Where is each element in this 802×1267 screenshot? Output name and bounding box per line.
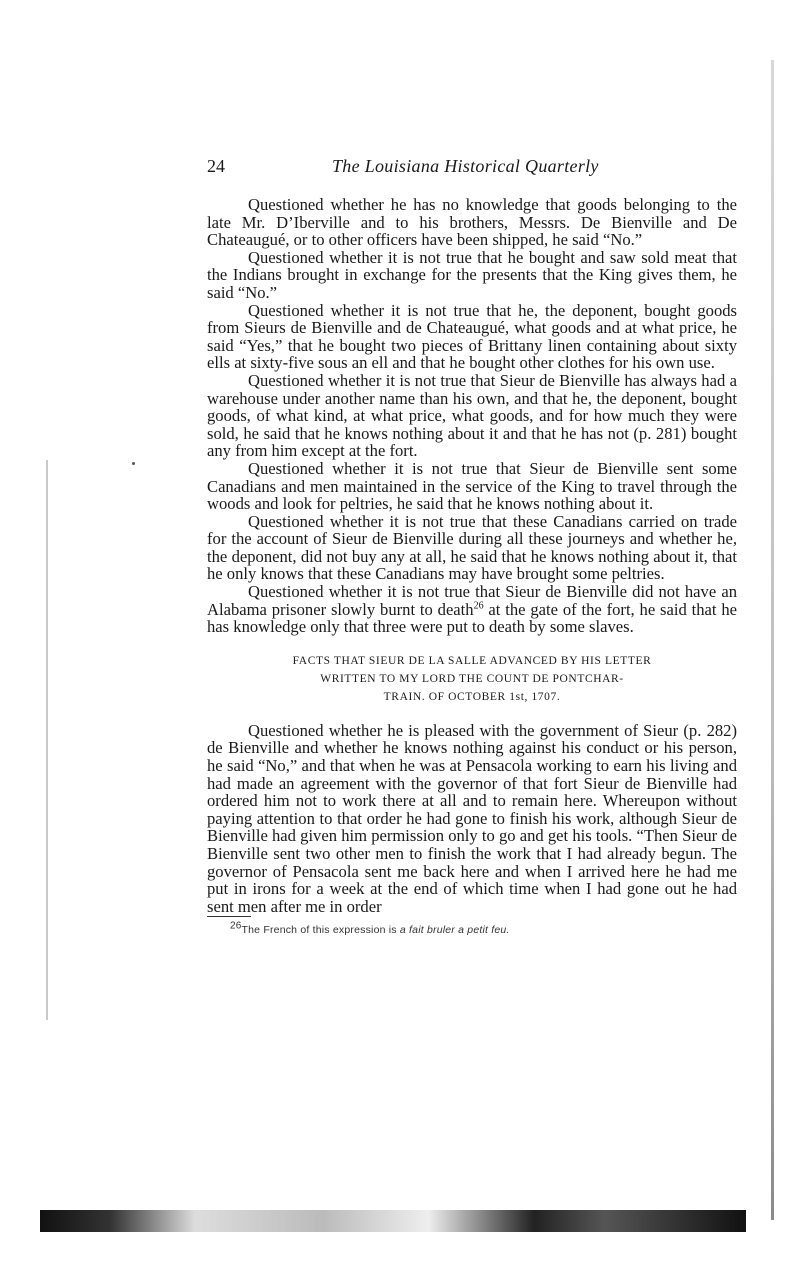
paragraph: Questioned whether it is not true that he, the deponent, bought goods from Sieurs de Bienville and de Chateaugué, what goods and at what price, he said “Yes,” that he bought two pieces of Brittany linen containing about sixty ells at sixty-five sous an ell and that he bought other clothes for his own use. bbox=[207, 300, 737, 373]
footnote-text: The French of this expression is bbox=[241, 924, 400, 937]
scan-bottom-edge bbox=[40, 1210, 746, 1232]
page-header bbox=[207, 156, 737, 182]
paragraph: Questioned whether it is not true that these Canadians carried on trade for the account of Sieur de Bienville during all these journeys and whether he, the deponent, did not buy any at all, he said that he knows nothing about it, that he only knows that these Canadians may have brought some peltries. bbox=[207, 511, 737, 584]
section-heading bbox=[213, 652, 731, 706]
footnote-marker: 26 bbox=[230, 920, 242, 932]
paragraph: Questioned whether he has no knowledge that goods belonging to the late Mr. D’Iberville and to his brothers, Messrs. De Bienville and De Chateaugué, or to other officers have been shipped, he said “No.” bbox=[207, 195, 737, 250]
footnote-divider bbox=[207, 916, 251, 917]
page-number: 24 bbox=[207, 156, 225, 176]
footnote-french-phrase: a fait bruler a petit feu. bbox=[399, 924, 510, 937]
footnote-reference: 26 bbox=[473, 600, 484, 612]
paragraph: Questioned whether he is pleased with the government of Sieur (p. 282) de Bienville and whether he knows nothing against his conduct or his person, he said “No,” and that when he was at Pensacola working to earn his living and had made an agreement with the governor of that fort Sieur de Bienville had ordered him not to work there at all and to remain here. Whereupon without paying attention to that order he had gone to finish his work, although Sieur de Bienville had given him permission only to go and get his tools. “Then Sieur de Bienville sent two other men to finish the work that I had already begun. The governor of Pensacola sent me back here and when I arrived here he had me put in irons for a week at the end of which time when I had gone out he had sent men after me in order bbox=[207, 720, 737, 916]
body-text bbox=[207, 196, 737, 937]
footnote bbox=[207, 920, 737, 937]
scan-speck bbox=[132, 462, 135, 465]
section-heading-line: TRAIN. OF OCTOBER 1st, 1707. bbox=[383, 690, 561, 703]
paragraph-text: Questioned whether it is not true that Sieur de Bienville did not have an Alabama prisoner slowly burnt to death bbox=[207, 582, 737, 619]
paragraph: Questioned whether it is not true that Sieur de Bienville sent some Canadians and men maintained in the service of the King to travel through the woods and look for peltries, he said that he knows nothing about it. bbox=[207, 458, 737, 514]
running-title: The Louisiana Historical Quarterly bbox=[332, 156, 599, 176]
scan-shadow-right bbox=[771, 60, 774, 1220]
paragraph-text: at the gate of the fort, he said that he has knowledge only that three were put to death by some slaves. bbox=[207, 599, 737, 637]
paragraph: Questioned whether it is not true that he bought and saw sold meat that the Indians brought in exchange for the presents that the King gives them, he said “No.” bbox=[207, 247, 737, 302]
scan-shadow-left bbox=[46, 460, 48, 1020]
section-heading-line: WRITTEN TO MY LORD THE COUNT DE PONTCHAR- bbox=[320, 672, 624, 685]
paragraph: Questioned whether it is not true that Sieur de Bienville has always had a warehouse under another name than his own, and that he, the deponent, bought goods, of what kind, at what price, what goods, and for how much they were sold, he said that he knows nothing about it and that he has not (p. 281) bought any from him except at the fort. bbox=[207, 370, 737, 461]
paragraph-alabama bbox=[207, 583, 737, 636]
section-heading-line: FACTS THAT SIEUR DE LA SALLE ADVANCED BY HIS LETTER bbox=[292, 654, 652, 667]
